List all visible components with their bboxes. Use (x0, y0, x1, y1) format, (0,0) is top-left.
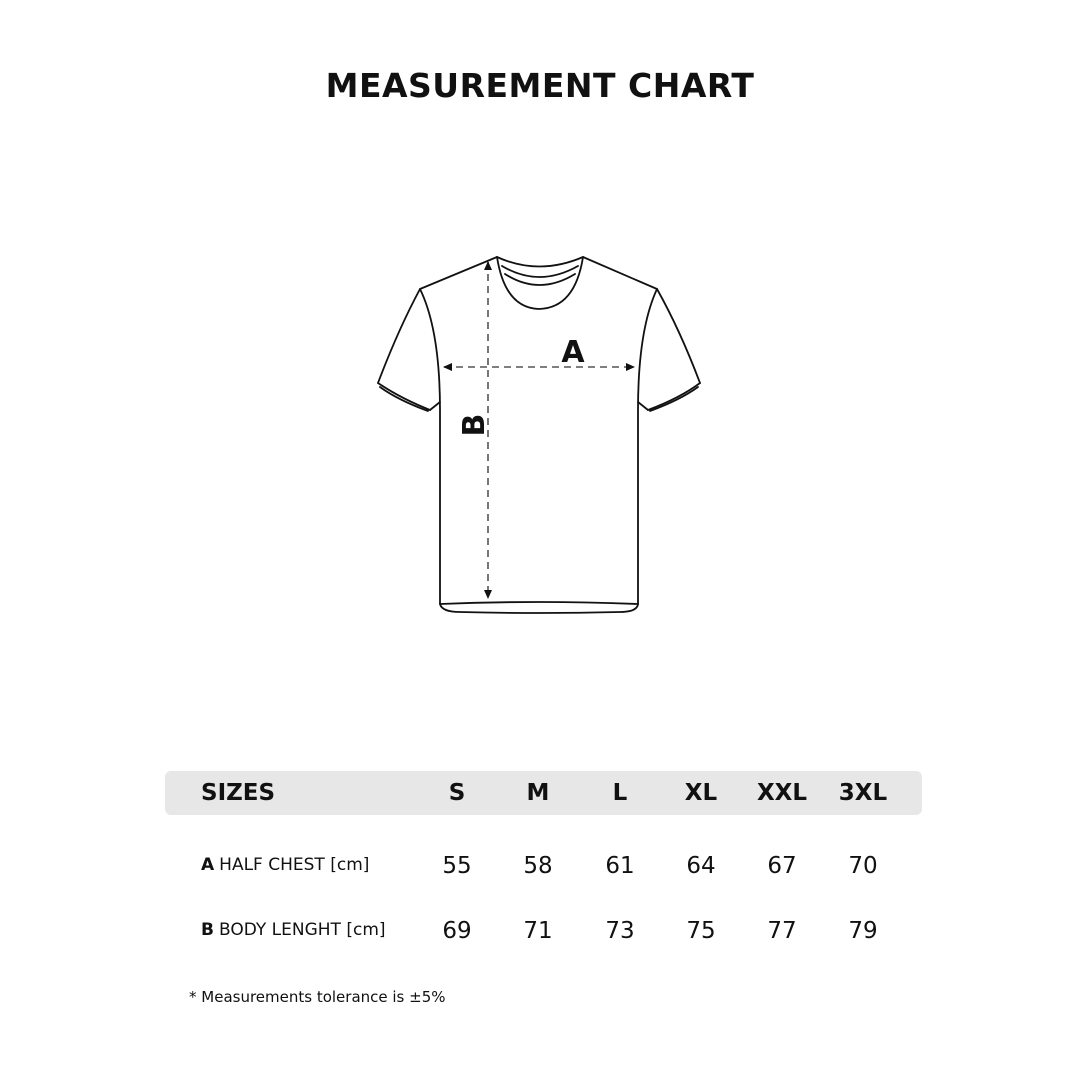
page-title: MEASUREMENT CHART (325, 66, 755, 105)
half-chest-3xl: 70 (848, 853, 878, 879)
sizes-header: SIZES (201, 780, 276, 806)
row-letter: B (201, 920, 214, 940)
label-a: A (561, 335, 585, 370)
size-m-header: M (526, 780, 550, 806)
body-length-xl: 75 (686, 918, 716, 944)
half-chest-l: 61 (605, 853, 635, 879)
row-label: BODY LENGHT [cm] (218, 920, 386, 940)
row-label: HALF CHEST [cm] (219, 855, 370, 875)
size-3xl-header: 3XL (838, 780, 888, 806)
tolerance-footnote: * Measurements tolerance is ±5% (189, 988, 446, 1006)
size-l-header: L (612, 780, 628, 806)
body-length-3xl: 79 (848, 918, 878, 944)
body-length-m: 71 (523, 918, 553, 944)
body-length-l: 73 (605, 918, 635, 944)
half-chest-xxl: 67 (767, 853, 797, 879)
body-length-xxl: 77 (767, 918, 797, 944)
body-length-s: 69 (442, 918, 472, 944)
half-chest-m: 58 (523, 853, 553, 879)
row-letter: A (201, 855, 215, 875)
half-chest-xl: 64 (686, 853, 716, 879)
size-xl-header: XL (684, 780, 718, 806)
table-row-body-length-label (201, 920, 386, 940)
tshirt-outline (378, 257, 700, 613)
size-s-header: S (448, 780, 466, 806)
size-xxl-header: XXL (756, 780, 808, 806)
table-row-half-chest-label (201, 855, 369, 875)
label-b: B (457, 413, 492, 437)
half-chest-s: 55 (442, 853, 472, 879)
